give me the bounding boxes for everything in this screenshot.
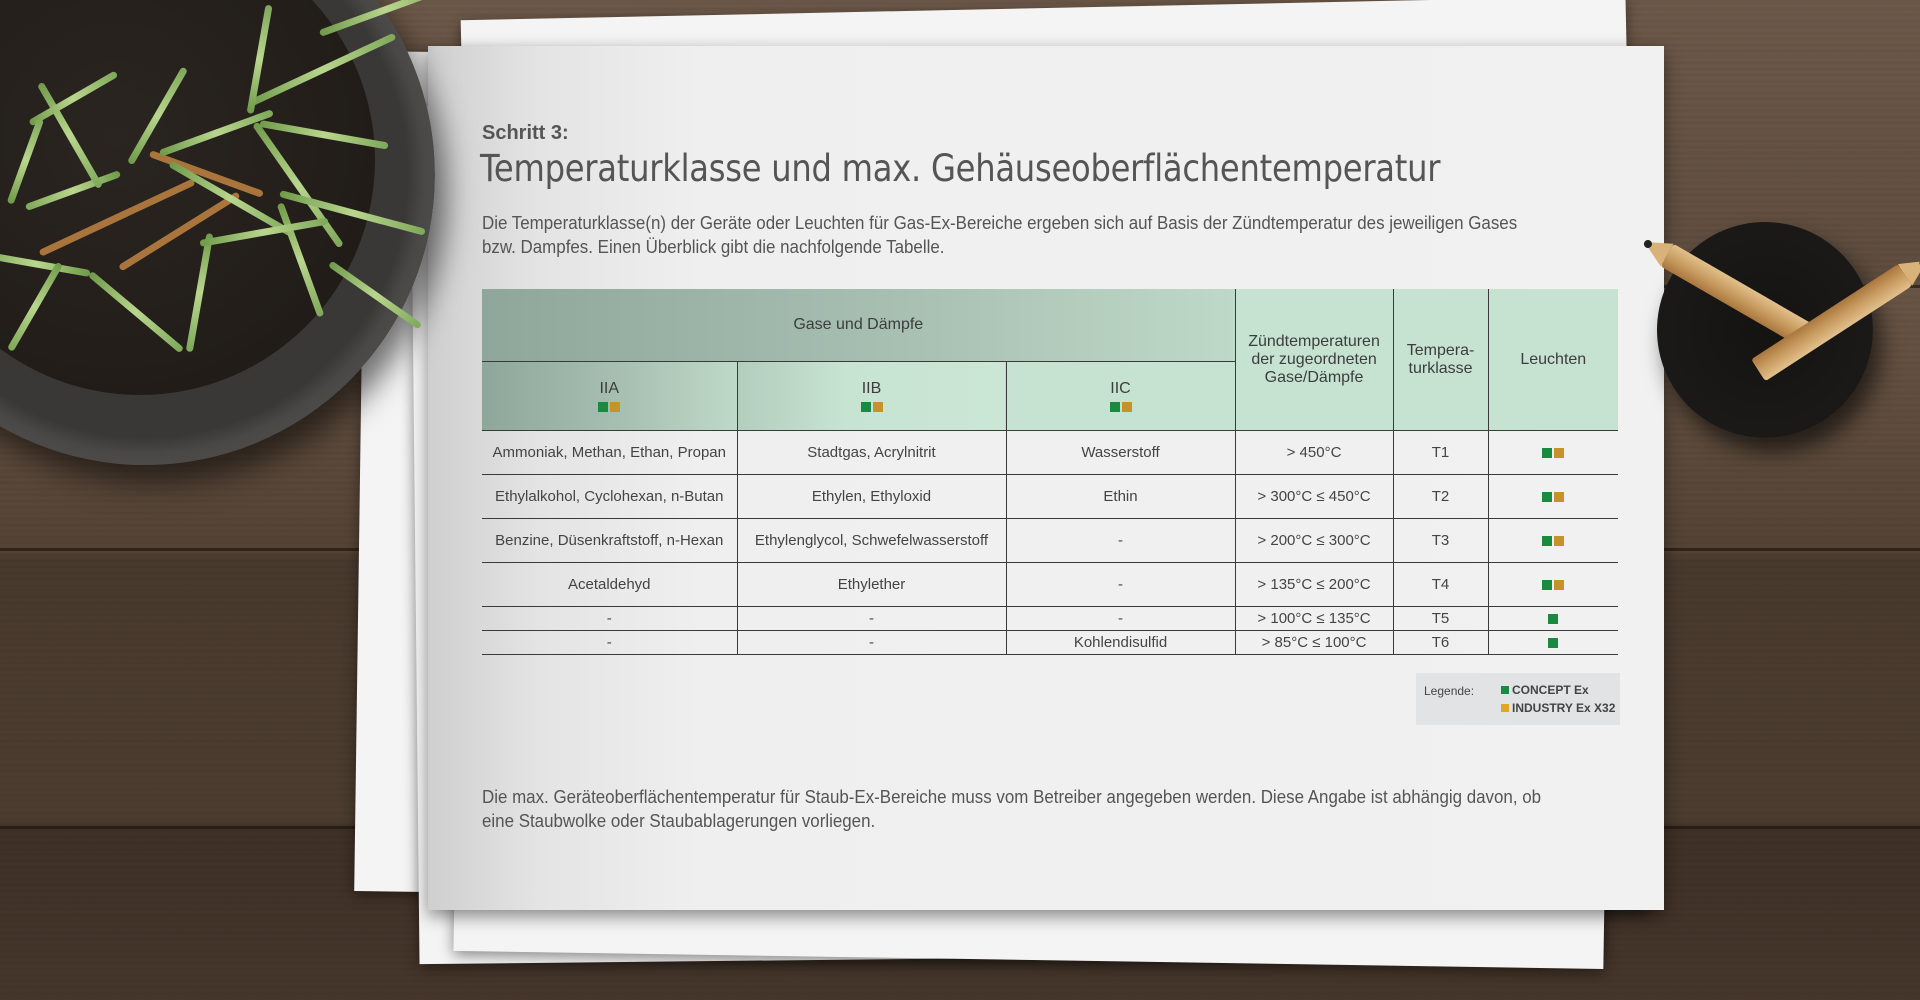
industry-ex-marker-icon xyxy=(1554,492,1564,502)
concept-ex-marker-icon xyxy=(1542,580,1552,590)
concept-ex-marker-icon xyxy=(1542,492,1552,502)
cell-temp-class: T2 xyxy=(1393,475,1488,519)
cell-iic: - xyxy=(1006,563,1235,607)
industry-ex-marker-icon xyxy=(610,402,620,412)
cell-iib: Ethylen, Ethyloxid xyxy=(737,475,1006,519)
header-iic xyxy=(1006,362,1235,431)
header-iia-label: IIA xyxy=(599,379,620,397)
intro-paragraph: Die Temperaturklasse(n) der Geräte oder Leuchten für Gas-Ex-Bereiche ergeben sich auf Basis der Zündtemperatur des jeweiligen Gases bzw. Dampfes. Einen Überblick gibt die nachfolgende Tabelle. xyxy=(482,213,1518,257)
industry-ex-marker-icon xyxy=(1554,448,1564,458)
cell-lights xyxy=(1488,607,1618,631)
cell-ignition: > 85°C ≤ 100°C xyxy=(1235,631,1393,655)
cell-iia: Benzine, Düsenkraftstoff, n-Hexan xyxy=(482,519,737,563)
table-row xyxy=(482,519,1618,563)
legend-item-label: CONCEPT Ex xyxy=(1512,683,1589,697)
header-iib-label: IIB xyxy=(861,379,882,397)
cell-iia: Ethylalkohol, Cyclohexan, n-Butan xyxy=(482,475,737,519)
cell-ignition: > 450°C xyxy=(1235,431,1393,475)
cell-iia: - xyxy=(482,631,737,655)
cell-lights xyxy=(1488,631,1618,655)
cell-lights xyxy=(1488,431,1618,475)
cell-iic: Ethin xyxy=(1006,475,1235,519)
cell-iib: Stadtgas, Acrylnitrit xyxy=(737,431,1006,475)
cell-iib: Ethylenglycol, Schwefelwasserstoff xyxy=(737,519,1006,563)
header-iic-label: IIC xyxy=(1110,379,1131,397)
cell-iic: Wasserstoff xyxy=(1006,431,1235,475)
table-row xyxy=(482,431,1618,475)
cell-ignition: > 200°C ≤ 300°C xyxy=(1235,519,1393,563)
industry-ex-marker-icon xyxy=(1554,536,1564,546)
header-temperature-class-line2: turklasse xyxy=(1408,359,1473,377)
cell-iia: - xyxy=(482,607,737,631)
concept-ex-marker-icon xyxy=(598,402,608,412)
concept-ex-marker-icon xyxy=(1542,536,1552,546)
cell-iib: - xyxy=(737,607,1006,631)
header-ignition-temperature: Zündtemperaturen der zugeordneten Gase/Dämpfe xyxy=(1235,289,1393,431)
concept-ex-marker-icon xyxy=(1548,638,1558,648)
industry-ex-marker-icon xyxy=(1122,402,1132,412)
legend-item-industry-ex xyxy=(1500,701,1615,715)
header-lights: Leuchten xyxy=(1488,289,1618,431)
cell-iic: Kohlendisulfid xyxy=(1006,631,1235,655)
page-title: Temperaturklasse und max. Gehäuseoberflächentemperatur xyxy=(480,147,1441,190)
cell-lights xyxy=(1488,519,1618,563)
cell-iic: - xyxy=(1006,519,1235,563)
cell-ignition: > 100°C ≤ 135°C xyxy=(1235,607,1393,631)
cell-ignition: > 135°C ≤ 200°C xyxy=(1235,563,1393,607)
concept-ex-marker-icon xyxy=(1542,448,1552,458)
table-row xyxy=(482,607,1618,631)
concept-ex-marker-icon xyxy=(1110,402,1120,412)
table-row xyxy=(482,475,1618,519)
concept-ex-marker-icon xyxy=(1548,614,1558,624)
industry-ex-marker-icon xyxy=(873,402,883,412)
legend-item-label: INDUSTRY Ex X32 xyxy=(1512,701,1616,715)
cell-temp-class: T1 xyxy=(1393,431,1488,475)
cell-iib: - xyxy=(737,631,1006,655)
header-gases-vapours: Gase und Dämpfe xyxy=(482,289,1235,362)
legend-item-concept-ex xyxy=(1500,683,1589,697)
cell-temp-class: T5 xyxy=(1393,607,1488,631)
header-temperature-class xyxy=(1393,289,1488,431)
legend-label: Legende: xyxy=(1424,684,1475,698)
header-temperature-class-line1: Tempera- xyxy=(1406,341,1475,359)
cell-iib: Ethylether xyxy=(737,563,1006,607)
header-iia xyxy=(482,362,737,431)
industry-ex-marker-icon xyxy=(1554,580,1564,590)
cell-iia: Ammoniak, Methan, Ethan, Propan xyxy=(482,431,737,475)
step-label: Schritt 3: xyxy=(482,122,569,144)
temperature-class-table xyxy=(482,289,1618,655)
table-row xyxy=(482,631,1618,655)
header-iib xyxy=(737,362,1006,431)
cell-temp-class: T6 xyxy=(1393,631,1488,655)
cell-temp-class: T3 xyxy=(1393,519,1488,563)
cell-ignition: > 300°C ≤ 450°C xyxy=(1235,475,1393,519)
cell-iic: - xyxy=(1006,607,1235,631)
concept-ex-marker-icon xyxy=(861,402,871,412)
cell-temp-class: T4 xyxy=(1393,563,1488,607)
cell-lights xyxy=(1488,475,1618,519)
table-row xyxy=(482,563,1618,607)
cell-lights xyxy=(1488,563,1618,607)
outro-paragraph: Die max. Geräteoberflächentemperatur für Staub-Ex-Bereiche muss vom Betreiber angegeben werden. Diese Angabe ist abhängig davon, ob eine Staubwolke oder Staubablagerungen vorliegen. xyxy=(482,787,1542,831)
legend-box xyxy=(1416,673,1620,725)
concept-ex-marker-icon xyxy=(1501,686,1509,694)
industry-ex-marker-icon xyxy=(1501,704,1509,712)
cell-iia: Acetaldehyd xyxy=(482,563,737,607)
